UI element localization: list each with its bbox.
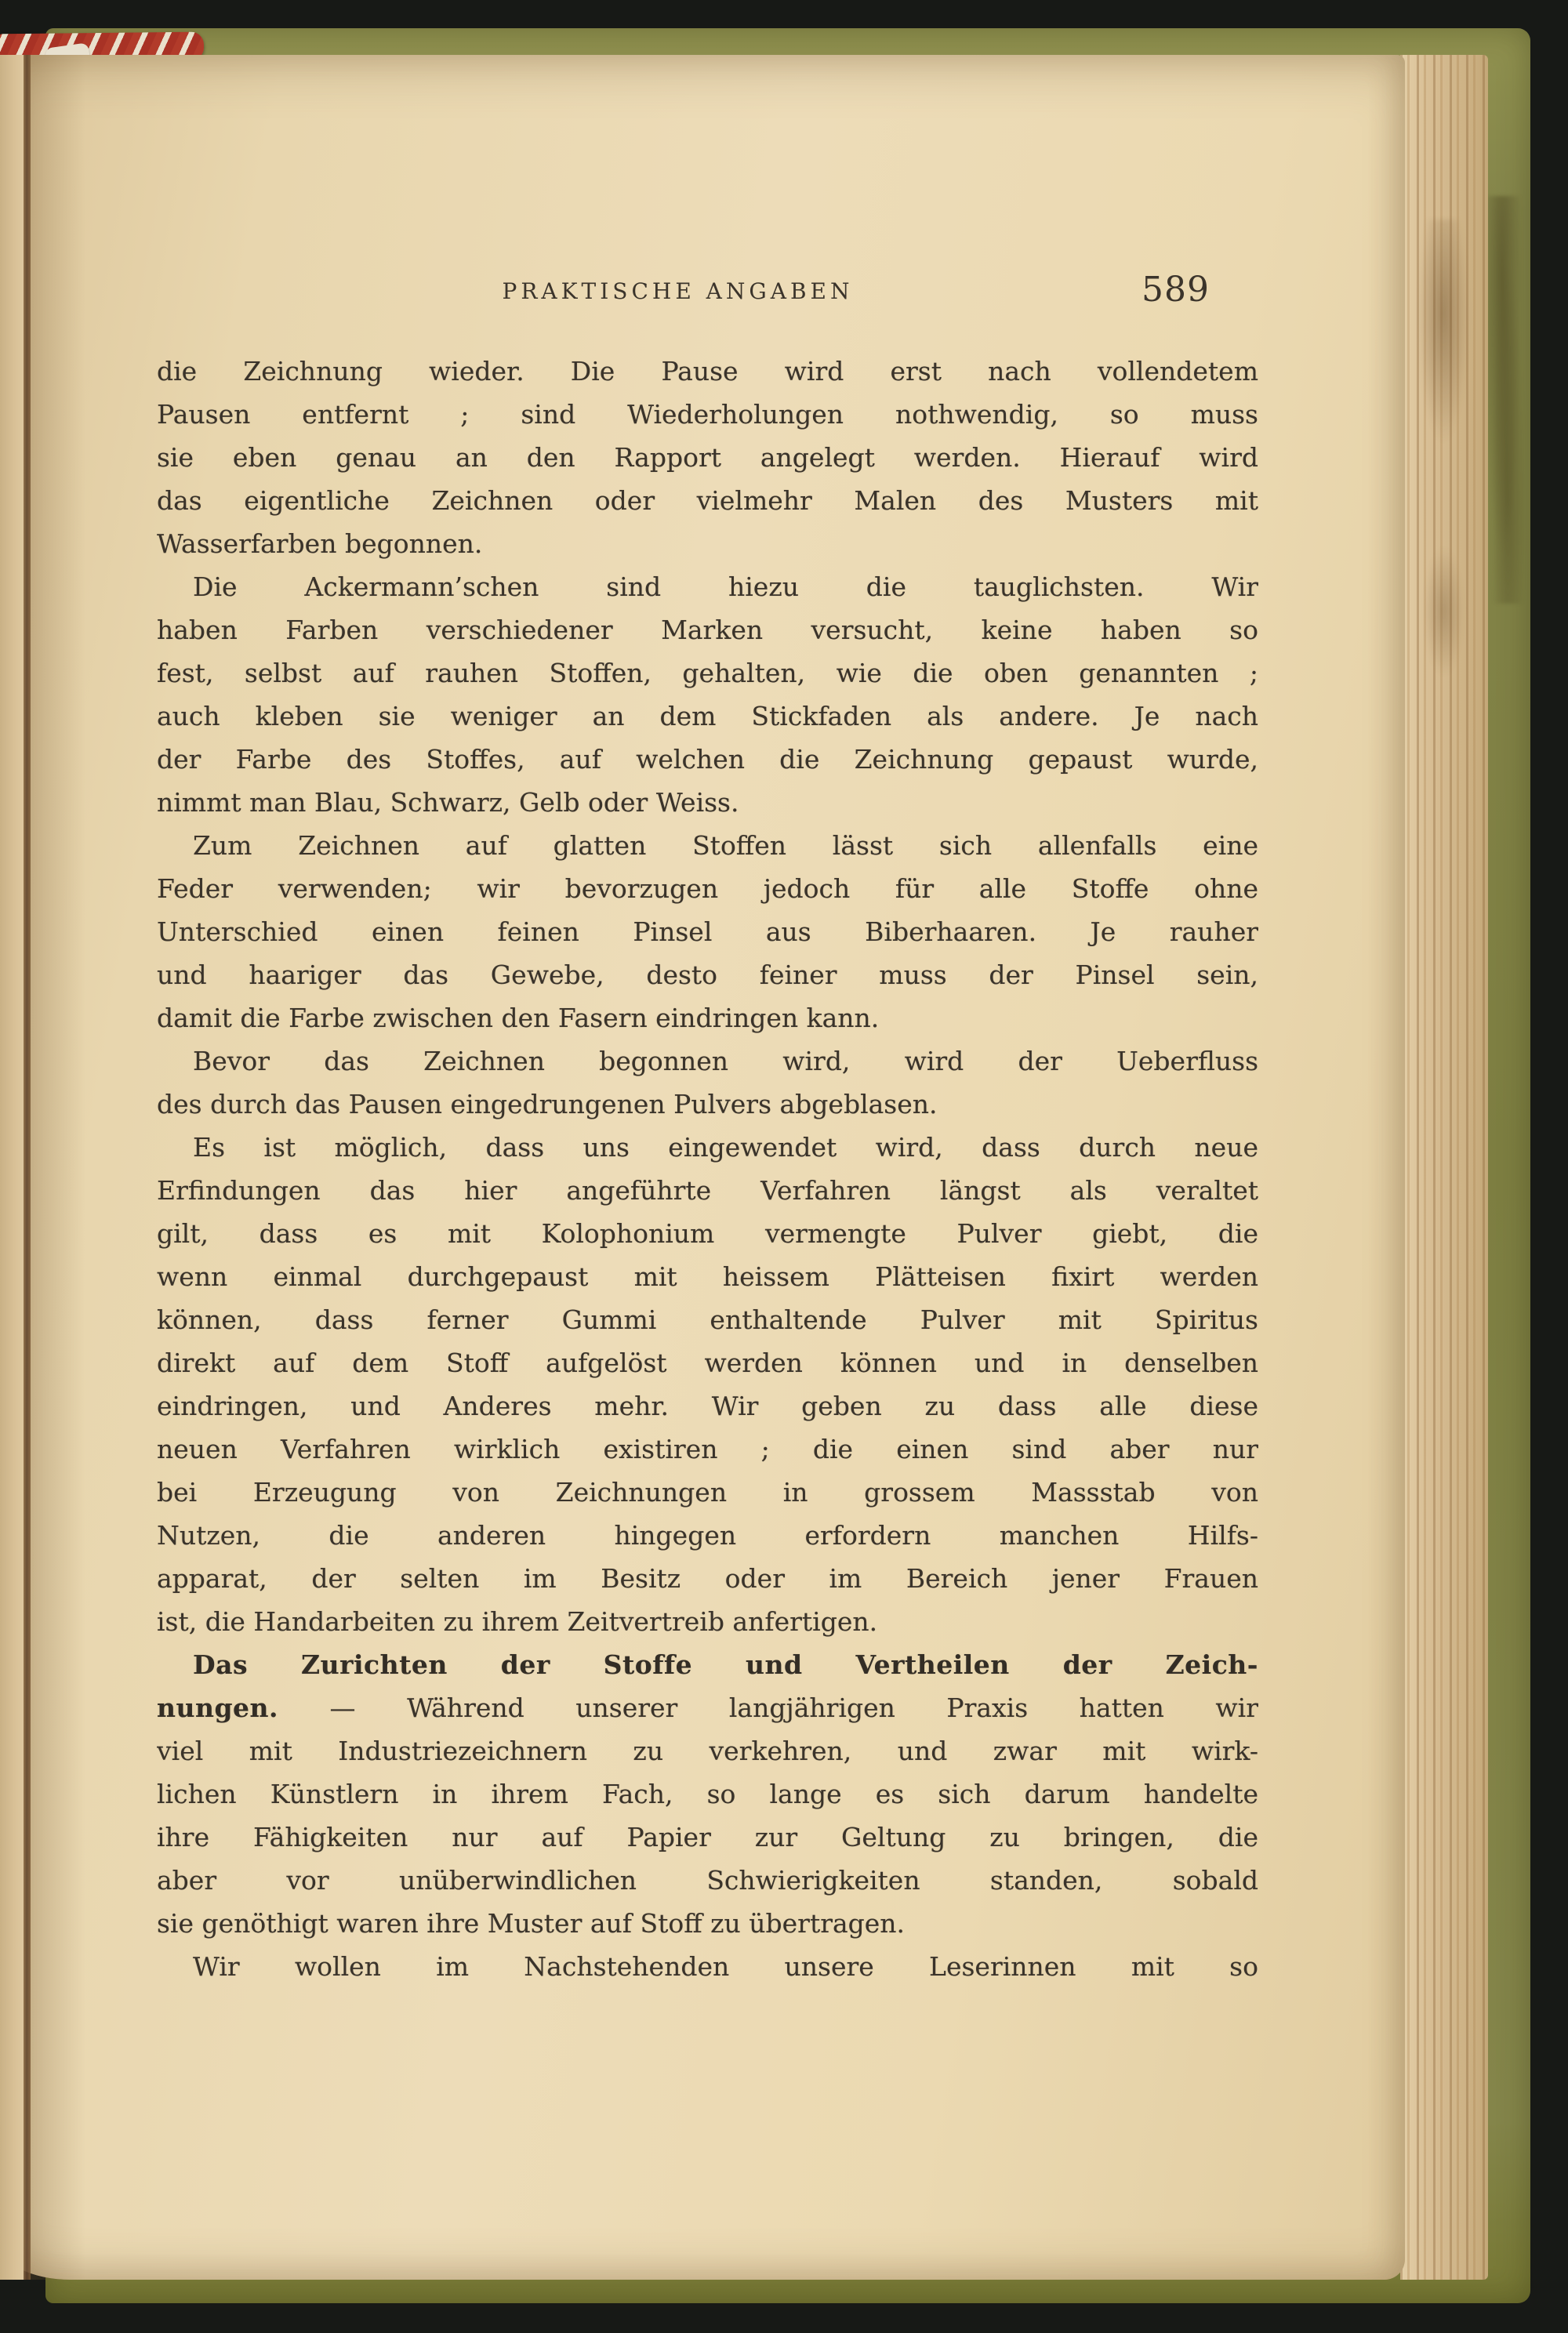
page-header — [157, 270, 1258, 321]
text-line: auch kleben sie weniger an dem Stickfaden als andere. Je nach — [157, 701, 1258, 731]
text-line: eindringen, und Anderes mehr. Wir geben zu dass alle diese — [157, 1391, 1258, 1421]
text-line: Wir wollen im Nachstehenden unsere Leserinnen mit so — [193, 1951, 1258, 1982]
fore-edge-stain — [1422, 541, 1465, 682]
text-line: fest, selbst auf rauhen Stoffen, gehalten, wie die oben genannten ; — [157, 658, 1258, 688]
text-line: Nutzen, die anderen hingegen erfordern manchen Hilfs- — [157, 1520, 1258, 1551]
text-line: Pausen entfernt ; sind Wiederholungen nothwendig, so muss — [157, 399, 1258, 430]
text-line: damit die Farbe zwischen den Fasern eindringen kann. — [157, 1003, 880, 1033]
paragraph — [157, 824, 1258, 1040]
text-line: Wasserfarben begonnen. — [157, 528, 483, 559]
text-line: wenn einmal durchgepaust mit heissem Plätteisen fixirt werden — [157, 1261, 1258, 1292]
text-line: Zum Zeichnen auf glatten Stoffen lässt sich allenfalls eine — [193, 830, 1258, 861]
text-line: gilt, dass es mit Kolophonium vermengte Pulver giebt, die — [157, 1218, 1258, 1249]
text-line: neuen Verfahren wirklich existiren ; die einen sind aber nur — [157, 1434, 1258, 1464]
text-line: ist, die Handarbeiten zu ihrem Zeitvertreib anfertigen. — [157, 1606, 878, 1637]
text-line: das eigentliche Zeichnen oder vielmehr Malen des Musters mit — [157, 485, 1258, 516]
text-line: und haariger das Gewebe, desto feiner muss der Pinsel sein, — [157, 960, 1258, 990]
body-text — [157, 350, 1258, 1988]
heading-bold-lead: nungen. — [157, 1693, 279, 1723]
text-line: Die Ackermann’schen sind hiezu die tauglichsten. Wir — [193, 571, 1258, 602]
fore-edge-stain — [1416, 220, 1471, 455]
text-line: können, dass ferner Gummi enthaltende Pulver mit Spiritus — [157, 1304, 1258, 1335]
text-line: nimmt man Blau, Schwarz, Gelb oder Weiss. — [157, 787, 739, 818]
text-line: Erfindungen das hier angeführte Verfahren längst als veraltet — [157, 1175, 1258, 1206]
text-line: sie eben genau an den Rapport angelegt werden. Hierauf wird — [157, 442, 1258, 473]
text-line: direkt auf dem Stoff aufgelöst werden können und in denselben — [157, 1348, 1258, 1378]
text-line: bei Erzeugung von Zeichnungen in grossem Massstab von — [157, 1477, 1258, 1508]
text-line: des durch das Pausen eingedrungenen Pulvers abgeblasen. — [157, 1089, 938, 1119]
text-line: lichen Künstlern in ihrem Fach, so lange es sich darum handelte — [157, 1779, 1258, 1809]
text-line: die Zeichnung wieder. Die Pause wird erst nach vollendetem — [157, 356, 1258, 386]
gutter-band — [0, 55, 24, 2280]
text-line-heading: Das Zurichten der Stoffe und Vertheilen der Zeich- — [193, 1649, 1258, 1680]
paragraph — [157, 1945, 1258, 1988]
text-line: Bevor das Zeichnen begonnen wird, wird der Ueberfluss — [193, 1046, 1258, 1076]
gutter-shadow — [31, 55, 85, 2280]
text-line: ihre Fähigkeiten nur auf Papier zur Geltung zu bringen, die — [157, 1822, 1258, 1852]
text-line: aber vor unüberwindlichen Schwierigkeiten standen, sobald — [157, 1865, 1258, 1896]
paragraph-with-heading — [157, 1643, 1258, 1945]
paragraph — [157, 1126, 1258, 1643]
text-line: der Farbe des Stoffes, auf welchen die Zeichnung gepaust wurde, — [157, 744, 1258, 775]
text-line: Feder verwenden; wir bevorzugen jedoch für alle Stoffe ohne — [157, 873, 1258, 904]
paragraph — [157, 1040, 1258, 1126]
text-line: sie genöthigt waren ihre Muster auf Stoff zu übertragen. — [157, 1908, 906, 1939]
text-line: viel mit Industriezeichnern zu verkehren, und zwar mit wirk- — [157, 1736, 1258, 1766]
running-title: PRAKTISCHE ANGABEN — [502, 278, 854, 304]
page-fore-edge — [1400, 55, 1488, 2280]
gutter-line — [24, 55, 31, 2280]
text-line: apparat, der selten im Besitz oder im Bereich jener Frauen — [157, 1563, 1258, 1594]
text-line — [157, 1686, 1258, 1729]
text-line: Es ist möglich, dass uns eingewendet wird, dass durch neue — [193, 1132, 1258, 1163]
paragraph — [157, 350, 1258, 565]
text-line: Unterschied einen feinen Pinsel aus Biberhaaren. Je rauher — [157, 916, 1258, 947]
page-number: 589 — [1142, 270, 1210, 310]
text-line: haben Farben verschiedener Marken versucht, keine haben so — [157, 615, 1258, 645]
cover-stain — [1486, 196, 1526, 604]
heading-lead-rest: — Während unserer langjährigen Praxis hatten wir — [278, 1693, 1258, 1723]
paragraph — [157, 565, 1258, 824]
